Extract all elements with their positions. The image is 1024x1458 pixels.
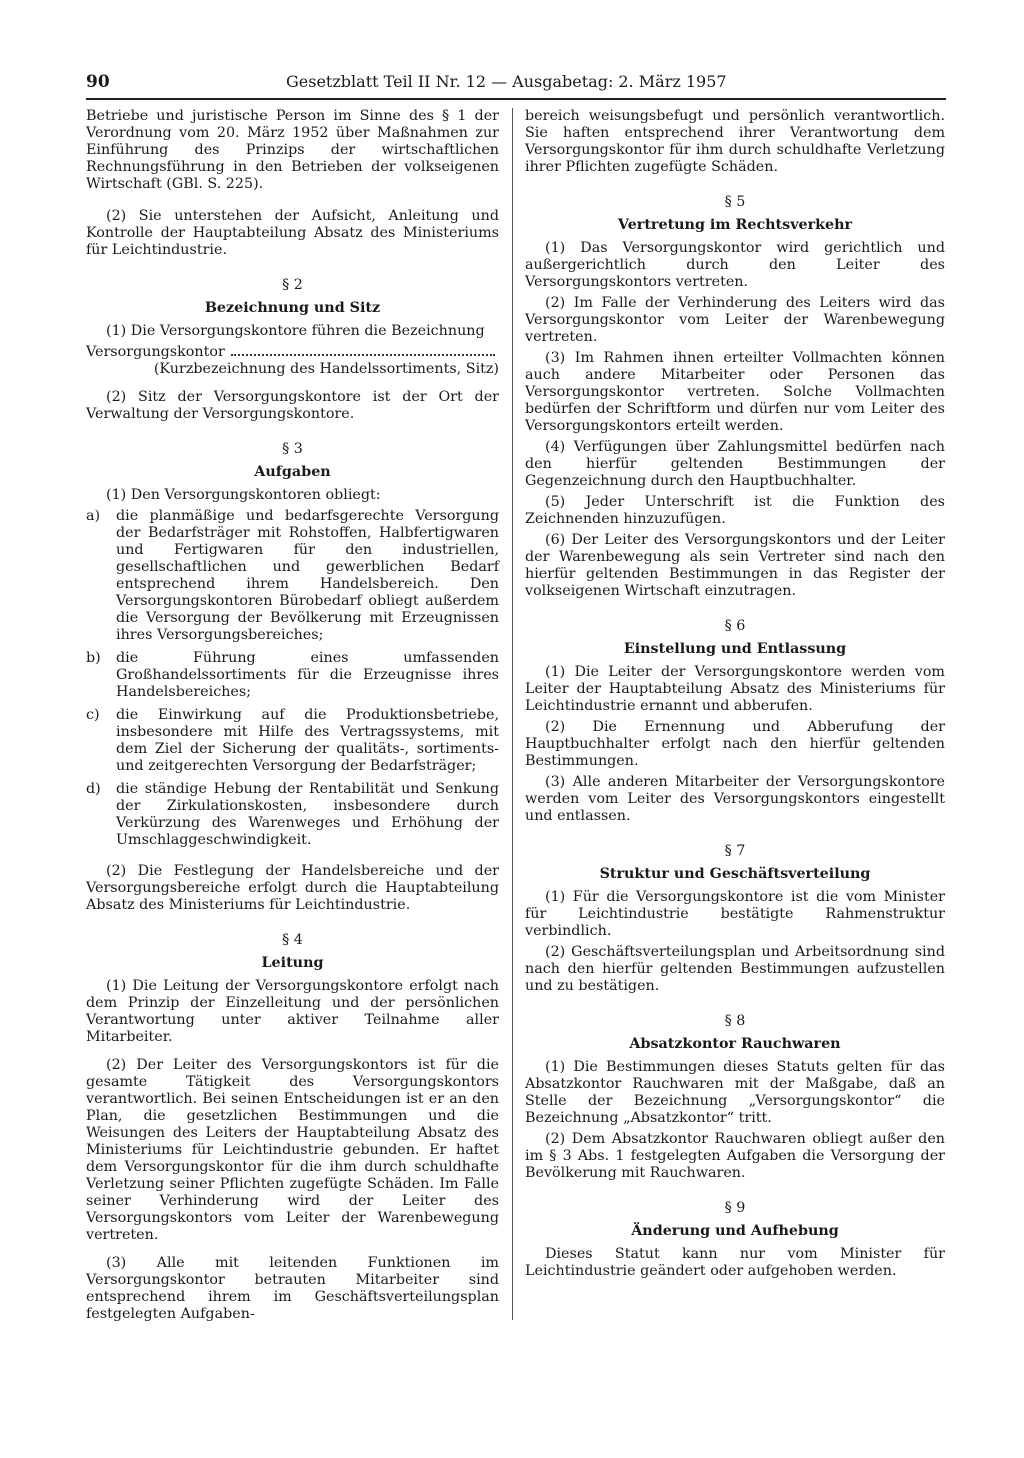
section-number-9: § 9 xyxy=(724,1200,746,1216)
list-item-text: die ständige Hebung der Rentabilität und Senkung der Zirkulationskosten, insbesondere durch Verkürzung des Warenweges und Erhöhung der Umschlaggeschwindigkeit. xyxy=(116,781,499,848)
section-title-6: Einstellung und Entlassung xyxy=(623,641,847,657)
list-item-label: a) xyxy=(86,508,101,524)
list-item-label: c) xyxy=(86,707,100,723)
paragraph-s5-6: (6) Der Leiter des Versorgungskontors und der Leiter der Warenbewegung als sein Vertreter sind nach den hierfür geltenden Bestimmungen in das Register der volkseigenen Wirtschaft einzutragen. xyxy=(525,532,945,599)
left-column xyxy=(86,108,499,1334)
section-number-3: § 3 xyxy=(282,441,303,457)
paragraph-s4-2: (2) Der Leiter des Versorgungskontors ist für die gesamte Tätigkeit des Versorgungskontors verantwortlich. Bei seinen Entscheidungen ist er an den Plan, die gesetzlichen Bestimmungen und die Weisungen des Leiters der Hauptabteilung Absatz des Ministeriums für Leichtindustrie gebunden. Er haftet dem Versorgungskontor für die ihm durch schuldhafte Verletzung seiner Pflichten zugefügte Schäden. Im Falle seiner Verhinderung wird der Leiter des Versorgungskontors vom Leiter der Warenbewegung vertreten. xyxy=(86,1057,499,1243)
section-title-8: Absatzkontor Rauchwaren xyxy=(629,1036,841,1052)
page-number: 90 xyxy=(86,72,110,92)
list-item-b xyxy=(86,650,499,701)
paragraph-s5-2: (2) Im Falle der Verhinderung des Leiters wird das Versorgungskontor vom Leiter der Warenbewegung vertreten. xyxy=(525,295,945,345)
paragraph-s8-1: (1) Die Bestimmungen dieses Statuts gelten für das Absatzkontor Rauchwaren mit der Maßgabe, daß an Stelle der Bezeichnung „Versorgungskontor“ die Bezeichnung „Absatzkontor“ tritt. xyxy=(525,1059,945,1126)
paragraph-s5-4: (4) Verfügungen über Zahlungsmittel bedürfen nach den hierfür geltenden Bestimmungen der Gegenzeichnung durch den Hauptbuchhalter. xyxy=(525,439,945,489)
paragraph-s4-3: (3) Alle mit leitenden Funktionen im Versorgungskontor betrauten Mitarbeiter sind entsprechend ihrem im Geschäftsverteilungsplan festgelegten Aufgaben- xyxy=(86,1255,499,1322)
designation-label: Versorgungskontor xyxy=(86,344,225,360)
section-number-8: § 8 xyxy=(724,1013,746,1029)
paragraph-s5-1: (1) Das Versorgungskontor wird gerichtlich und außergerichtlich durch den Leiter des Versorgungskontors vertreten. xyxy=(525,240,945,290)
section-number-4: § 4 xyxy=(282,932,303,948)
list-item-a xyxy=(86,508,499,644)
section-title-3: Aufgaben xyxy=(254,464,331,480)
column-divider xyxy=(512,108,513,1320)
section-title-9: Änderung und Aufhebung xyxy=(631,1223,839,1239)
paragraph-s2-1: (1) Die Versorgungskontore führen die Bezeichnung xyxy=(106,323,485,339)
list-item-label: d) xyxy=(86,781,101,797)
paragraph-s6-1: (1) Die Leiter der Versorgungskontore werden vom Leiter der Hauptabteilung Absatz des Ministeriums für Leichtindustrie ernannt und abberufen. xyxy=(525,664,945,714)
page-header xyxy=(86,72,946,100)
section-title-2: Bezeichnung und Sitz xyxy=(204,300,381,316)
designation-note: (Kurzbezeichnung des Handelssortiments, Sitz) xyxy=(153,361,499,377)
paragraph-s3-2: (2) Die Festlegung der Handelsbereiche und der Versorgungsbereiche erfolgt durch die Hauptabteilung Absatz des Ministeriums für Leichtindustrie. xyxy=(86,863,499,913)
paragraph-s6-2: (2) Die Ernennung und Abberufung der Hauptbuchhalter erfolgt nach den hierfür geltenden Bestimmungen. xyxy=(525,719,945,769)
list-item-label: b) xyxy=(86,650,101,666)
paragraph-s1-2: (2) Sie unterstehen der Aufsicht, Anleitung und Kontrolle der Hauptabteilung Absatz des Ministeriums für Leichtindustrie. xyxy=(86,208,499,258)
paragraph-s7-2: (2) Geschäftsverteilungsplan und Arbeitsordnung sind nach den hierfür geltenden Bestimmungen aufzustellen und zu bestätigen. xyxy=(525,944,945,994)
right-column xyxy=(525,108,945,1291)
section-title-5: Vertretung im Rechtsverkehr xyxy=(617,217,853,233)
paragraph-s5-5: (5) Jeder Unterschrift ist die Funktion des Zeichnenden hinzuzufügen. xyxy=(525,494,945,527)
gazette-header-title: Gesetzblatt Teil II Nr. 12 — Ausgabetag: 2. März 1957 xyxy=(286,72,727,91)
list-item-d xyxy=(86,781,499,849)
section-number-2: § 2 xyxy=(282,277,303,293)
paragraph-s4-3-continuation: bereich weisungsbefugt und persönlich verantwortlich. Sie haften entsprechend ihrer Verantwortung dem Versorgungskontor für ihm durch schuldhafte Verletzung ihrer Pflichten zugefügte Schäden. xyxy=(525,108,945,175)
list-item-text: die Einwirkung auf die Produktionsbetriebe, insbesondere mit Hilfe des Vertragssystems, mit dem Ziel der Sicherung der qualitäts-, sortiments- und zeitgerechten Versorgung der Bedarfsträger; xyxy=(116,707,499,774)
list-item-text: die planmäßige und bedarfsgerechte Versorgung der Bedarfsträger mit Rohstoffen, Halbfertigwaren und Fertigwaren für den industriellen, gesellschaftlichen und gewerblichen Bedarf entsprechend ihrem Handelsbereich. Den Versorgungskontoren Bürobedarf obliegt außerdem die Versorgung der Bevölkerung mit Erzeugnissen ihres Versorgungsbereiches; xyxy=(116,508,499,643)
paragraph-s9-1: Dieses Statut kann nur vom Minister für Leichtindustrie geändert oder aufgehoben werden. xyxy=(525,1246,945,1279)
paragraph-s7-1: (1) Für die Versorgungskontore ist die vom Minister für Leichtindustrie bestätigte Rahmenstruktur verbindlich. xyxy=(525,889,945,939)
section-title-7: Struktur und Geschäftsverteilung xyxy=(599,866,871,882)
section-title-4: Leitung xyxy=(261,955,324,971)
paragraph-s4-1: (1) Die Leitung der Versorgungskontore erfolgt nach dem Prinzip der Einzelleitung und der persönlichen Verantwortung unter aktiver Teilnahme aller Mitarbeiter. xyxy=(86,978,499,1045)
designation-fill-line xyxy=(86,344,499,361)
section-number-6: § 6 xyxy=(724,618,746,634)
dotted-leader xyxy=(231,354,495,356)
section-number-7: § 7 xyxy=(724,843,746,859)
paragraph-s1-continuation: Betriebe und juristische Person im Sinne des § 1 der Verordnung vom 20. März 1952 über Maßnahmen zur Einführung des Prinzips der wirtschaftlichen Rechnungsführung in den Betrieben der volkseigenen Wirtschaft (GBl. S. 225). xyxy=(86,108,499,192)
list-item-text: die Führung eines umfassenden Großhandelssortiments für die Erzeugnisse ihres Handelsbereiches; xyxy=(116,650,499,700)
paragraph-s6-3: (3) Alle anderen Mitarbeiter der Versorgungskontore werden vom Leiter des Versorgungskontors eingestellt und entlassen. xyxy=(525,774,945,824)
paragraph-s3-1: (1) Den Versorgungskontoren obliegt: xyxy=(106,487,381,503)
paragraph-s8-2: (2) Dem Absatzkontor Rauchwaren obliegt außer den im § 3 Abs. 1 festgelegten Aufgaben die Versorgung der Bevölkerung mit Rauchwaren. xyxy=(525,1131,945,1181)
section-number-5: § 5 xyxy=(724,194,746,210)
paragraph-s2-2: (2) Sitz der Versorgungskontore ist der Ort der Verwaltung der Versorgungskontore. xyxy=(86,389,499,422)
paragraph-s5-3: (3) Im Rahmen ihnen erteilter Vollmachten können auch andere Mitarbeiter oder Personen das Versorgungskontor vertreten. Solche Vollmachten bedürfen der Schriftform und dürfen nur vom Leiter des Versorgungskontors erteilt werden. xyxy=(525,350,945,434)
list-item-c xyxy=(86,707,499,775)
